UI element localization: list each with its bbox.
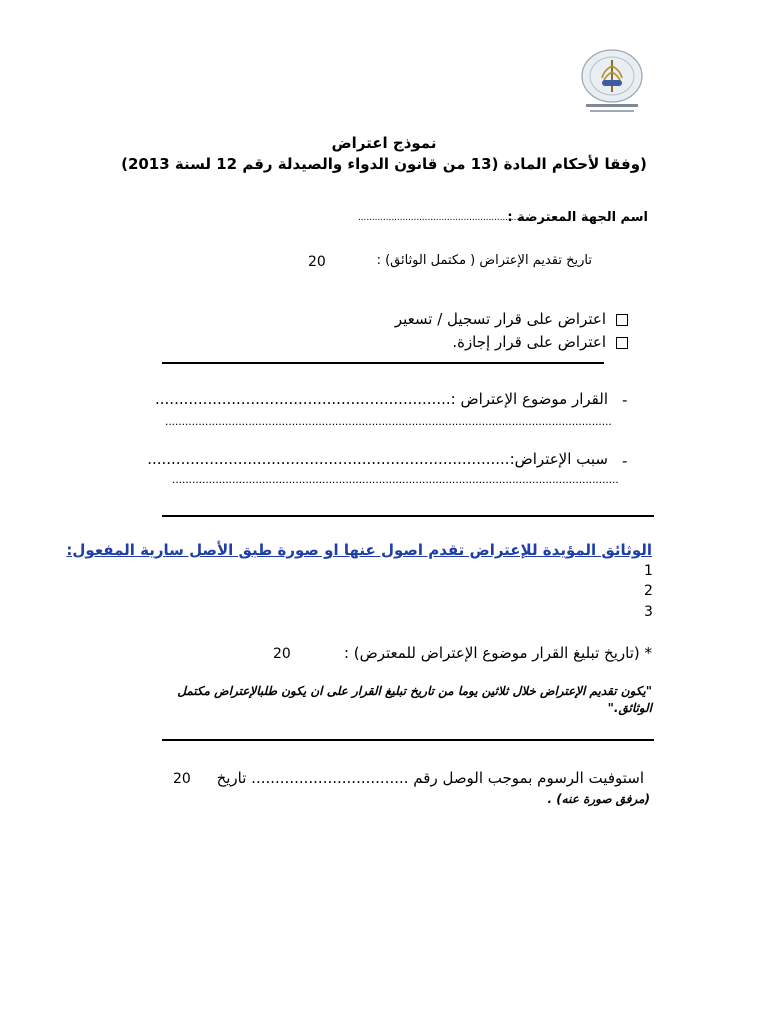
- option-label: اعتراض على قرار تسجيل / تسعير: [394, 310, 606, 328]
- checkbox-icon[interactable]: [616, 337, 628, 349]
- divider: [162, 739, 654, 741]
- notification-date-label: * (تاريخ تبليغ القرار موضوع الإعتراض للمعترض) :: [343, 644, 652, 662]
- divider: [162, 362, 604, 364]
- option-label: اعتراض على قرار إجازة.: [452, 333, 606, 351]
- option-license[interactable]: [452, 333, 628, 351]
- seal-icon: [572, 48, 652, 116]
- page-subtitle: (وفقا لأحكام المادة (13 من قانون الدواء والصيدلة رقم 12 لسنة 2013): [121, 155, 647, 173]
- deadline-note-continued: الوثائق.": [607, 701, 652, 715]
- deadline-note: "يكون تقديم الإعتراض خلال ثلاثين يوما من تاريخ تبليغ القرار على ان يكون طلبالإعتراض مكتمل: [177, 684, 652, 698]
- attachment-note: (مرفق صورة عنه) .: [547, 792, 650, 806]
- reason-bullet: -: [622, 452, 628, 470]
- document-item-2[interactable]: 2: [644, 583, 653, 599]
- document-item-3[interactable]: 3: [644, 604, 653, 620]
- decision-continuation-dots[interactable]: ......................................................................................................................................: [165, 414, 612, 428]
- fees-receipt-label[interactable]: استوفيت الرسوم بموجب الوصل رقم ................................. تاريخ: [216, 769, 644, 787]
- ministry-logo: [572, 48, 652, 116]
- page-title: نموذج اعتراض: [331, 134, 437, 152]
- fees-receipt-year[interactable]: 20: [173, 771, 191, 787]
- reason-label[interactable]: سبب الإعتراض:............................................................................: [147, 450, 608, 468]
- divider: [162, 515, 654, 517]
- document-item-1[interactable]: 1: [644, 563, 653, 579]
- option-registration-pricing[interactable]: [395, 310, 628, 328]
- submission-date-year[interactable]: 20: [308, 254, 326, 270]
- objecting-party-input[interactable]: ...........................................................: [358, 212, 522, 223]
- decision-bullet: -: [622, 391, 628, 409]
- documents-heading: الوثائق المؤيدة للإعتراض تقدم اصول عنها او صورة طبق الأصل سارية المفعول:: [66, 541, 652, 559]
- submission-date-label: تاريخ تقديم الإعتراض ( مكتمل الوثائق) :: [376, 253, 592, 268]
- checkbox-icon[interactable]: [616, 314, 628, 326]
- objecting-party-label: اسم الجهة المعترضة :: [507, 210, 648, 225]
- notification-date-year[interactable]: 20: [273, 646, 291, 662]
- decision-label[interactable]: القرار موضوع الإعتراض :..............................................................: [155, 390, 608, 408]
- reason-continuation-dots[interactable]: ......................................................................................................................................: [172, 472, 619, 486]
